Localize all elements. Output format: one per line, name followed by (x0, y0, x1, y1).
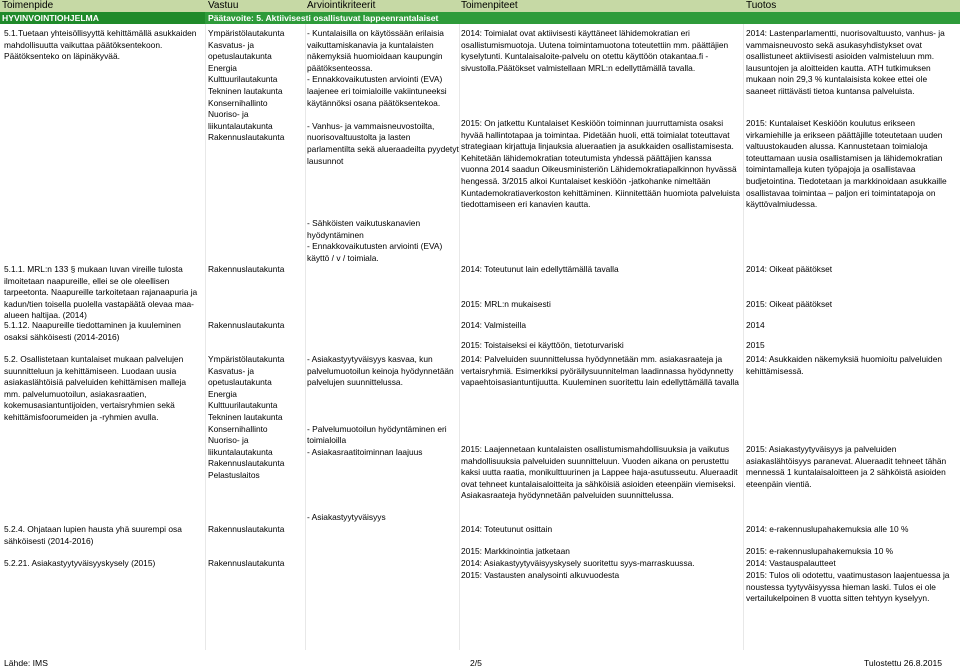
action-text: 5.2.21. Asiakastyytyväisyyskysely (2015) (4, 558, 156, 568)
responsible-list: Ympäristölautakunta Kasvatus- ja opetuslautakunta Energia Kulttuurilautakunta Tekninen lautakunta Konsernihallinto Nuoriso- ja liikuntalautakunta Rakennuslautakunta Pelastuslaitos (208, 354, 285, 480)
action-text: 5.1.1. MRL:n 133 § mukaan luvan vireille tulosta ilmoitetaan naapureille, ellei se ole oleellisen tarpeetonta. Naapureille tarkoitetaan rajanaapuria ja kadun/tien toisella puolella vastapäätä olevaa maa-alueen haltijaa. (2014) (4, 264, 198, 321)
criteria-text: - Kuntalaisilla on käytössään erilaisia vaikuttamiskanavia ja kuntalaisten näkemyksiä huomioidaan kaupungin päätöksenteossa. - Ennakkovaikutusten arviointi (EVA) laajenee eri toimialoille vakiintuneeksi käytännöksi osana päätöksentekoa. - Vanhus- ja vammaisneuvostoilta, nuorisovaltuustolta ja lasten parlamentilta sekä alueraadeilta pyydetyt lausunnot (307, 28, 459, 166)
header-tuotos: Tuotos (746, 0, 777, 11)
output-2014: 2014: Vastauspalautteet (746, 558, 836, 568)
footer-print-date: Tulostettu 26.8.2015 (864, 658, 943, 668)
criteria-text: - Asiakastyytyväisyys (307, 512, 386, 522)
main-goal: Päätavoite: 5. Aktiivisesti osallistuvat lappeenrantalaiset (208, 13, 439, 23)
measures-2015: 2015: Laajennetaan kuntalaisten osallistumismahdollisuuksia ja vaikutus mahdollisuuksia palveluiden suunnitteluun. Vuoden aikana on perustettu kaksi uutta raatia, monikulttuurinen ja Lappee haja-asutusseutu. Alueraadit ovat tehneet kuntalaisaloitteita ja sähköisiä asioiden eteenpäin viemiseksi. Asiakasraateja hyödynnetään palveluiden suunnittelussa. (461, 444, 738, 501)
header-toimenpiteet: Toimenpiteet (461, 0, 518, 11)
measures-2014: 2014: Toteutunut lain edellyttämällä tavalla (461, 264, 619, 274)
output-2014: 2014: Oikeat päätökset (746, 264, 833, 274)
responsible-list: Rakennuslautakunta (208, 264, 285, 274)
footer-page-number: 2/5 (470, 658, 482, 668)
measures-2014: 2014: Toimialat ovat aktiivisesti käyttäneet lähidemokratian eri osallistumismuotoja. Uutena toimintamuotona toteutettiin mm. päättäjien kyselytunti. Kuntalaisaloite-palvelu on otettu käyttöön otakantaa.fi -sivustolla.Päätökset valmistellaan MRL:n edellyttämällä tavalla. (461, 28, 729, 73)
criteria-text: - Asiakastyytyväisyys kasvaa, kun palvelumuotoilun keinoja hyödynnetään palvelujen suunnittelussa. - Palvelumuotoilun hyödyntäminen eri toimialoilla - Asiakasraatitoiminnan laajuus (307, 354, 454, 457)
action-text: 5.1.12. Naapureille tiedottaminen ja kuuleminen osaksi sähköisesti (2014-2016) (4, 320, 181, 342)
output-2015: 2015: Asiakastyytyväisyys ja palveluiden asiakaslähtöisyys paranevat. Alueraadit tehneet tähän mennessä 1 kuntalaisaloitteen ja 2 sähköistä asioiden eteenpäin vientiä. (746, 444, 947, 489)
measures-2015: 2015: Markkinointia jatketaan (461, 546, 570, 556)
output-2014: 2014: e-rakennuslupahakemuksia alle 10 % (746, 524, 909, 534)
responsible-list: Ympäristölautakunta Kasvatus- ja opetuslautakunta Energia Kulttuurilautakunta Tekninen lautakunta Konsernihallinto Nuoriso- ja liikuntalautakunta Rakennuslautakunta (208, 28, 285, 143)
output-2014: 2014: Asukkaiden näkemyksiä huomioitu palveluiden kehittämisessä. (746, 354, 943, 376)
measures-2014: 2014: Palveluiden suunnittelussa hyödynnetään mm. asiakasraateja ja vertaisryhmiä. Esimerkiksi pyöräilysuunnitelman laadinnassa hyödynnetty vapaehtoisasiantuntijuutta. Kuuleminen suoritettu lain edellyttämällä tavalla (461, 354, 739, 388)
output-2014: 2014: Lastenparlamentti, nuorisovaltuusto, vanhus- ja vammaisneuvosto sekä asukasyhdistykset ovat osallistuneet aktiivisesti asioiden valmisteluun mm. lausuntojen ja aloitteiden kautta. ATH tutkimuksen mukaan noin 29,3 % kuntalaisista kokee ettei ole saaneet riittävästi tietoa kuntansa palveluista. (746, 28, 945, 96)
action-text: 5.2. Osallistetaan kuntalaiset mukaan palvelujen suunnitteluun ja kehittämiseen. Luodaan uusia asiakaslähtöisiä palveluiden kehittämisen malleja mm. palvelumuotoilun, asiakasraatien, kokemusasiantuntijoiden, vertaisryhmien sekä kehittämisfoorumeiden ja -ryhmien avulla. (4, 354, 187, 422)
header-vastuu: Vastuu (208, 0, 239, 11)
output-2015: 2015: Kuntalaiset Keskiöön koulutus erikseen virkamiehille ja erikseen päättäjille toteutetaan uuden valtuustokauden alussa. Kannustetaan toimialoja toteuttamaan uusia osallistamisen ja lähidemokratian toimintamalleja kuten työpajoja ja osallistavaa budjetointina. Tiedotetaan ja markkinoidaan asukkaille osallistavaa toimintaa – paljon eri toimintatapoja on käyttövalmiudessa. (746, 118, 947, 210)
measures-2014: 2014: Valmisteilla (461, 320, 527, 330)
output-2015: 2015: e-rakennuslupahakemuksia 10 % (746, 546, 894, 556)
measures-2015: 2015: MRL:n mukaisesti (461, 299, 551, 309)
program-title: HYVINVOINTIOHJELMA (2, 13, 99, 23)
output-2015: 2015 (746, 340, 765, 350)
header-arviointikriteerit: Arviointikriteerit (307, 0, 376, 11)
output-2015: 2015: Oikeat päätökset (746, 299, 833, 309)
output-2015: 2015: Tulos oli odotettu, vaatimustason laajentuessa ja noustessa tyytyväisyyssa hieman laski. Tulos ei ole vertailukelpoinen 8 vuotta sitten tehtyyn kyselyyn. (746, 570, 950, 604)
measures-2015: 2015: Vastausten analysointi alkuvuodesta (461, 570, 620, 580)
measures-2014: 2014: Asiakastyytyväisyyskysely suoritettu syys-marraskuussa. (461, 558, 695, 568)
action-text: 5.2.4. Ohjataan lupien hausta yhä suurempi osa sähköisesti (2014-2016) (4, 524, 182, 546)
responsible-list: Rakennuslautakunta (208, 558, 285, 568)
output-2014: 2014 (746, 320, 765, 330)
header-toimenpide: Toimenpide (2, 0, 54, 11)
responsible-list: Rakennuslautakunta (208, 320, 285, 330)
action-text: 5.1.Tuetaan yhteisöllisyyttä kehittämällä asukkaiden mahdollisuutta vaikuttaa päätöksentekoon. Päätöksenteko on läpinäkyvää. (4, 28, 197, 62)
header-bar (0, 0, 960, 12)
footer-source: Lähde: IMS (4, 658, 48, 668)
program-bar (0, 12, 960, 24)
criteria-text: - Sähköisten vaikutuskanavien hyödyntäminen - Ennakkovaikutusten arviointi (EVA) käyttö / v / toimiala. (307, 218, 443, 263)
measures-2014: 2014: Toteutunut osittain (461, 524, 553, 534)
responsible-list: Rakennuslautakunta (208, 524, 285, 534)
measures-2015: 2015: On jatkettu Kuntalaiset Keskiöön toiminnan juurruttamista osaksi hyvää hallintotapaa ja toimintaa. Pidetään huoli, että toimialat toteuttavat strategiaan kirjattuja linjauksia alueraatien ja asukkaiden osallistamisesta. Kehitetään lähidemokratian toteutumista yhdessä päättäjien kanssa vuonna 2014 saadun Oikeusministeriön Lähidemokratiapalkinnon hyvässä hengessä. 3/2015 alkoi Kuntalaiset keskiöön -jatkohanke nimeltään Kuntademokratiaverkoston kehittäminen. Kiinnitettään huomiota palveluista tiedottamiseen eri kanavien kautta. (461, 118, 740, 210)
measures-2015: 2015: Toistaiseksi ei käyttöön, tietoturvariski (461, 340, 624, 350)
